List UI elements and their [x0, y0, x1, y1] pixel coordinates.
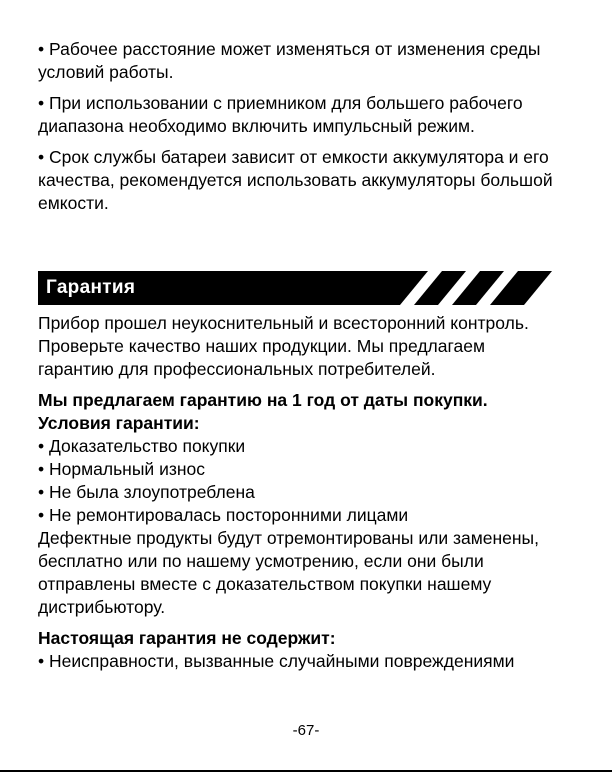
- warranty-conditions-heading: Условия гарантии:: [38, 413, 200, 433]
- intro-item: • Срок службы батареи зависит от емкости аккумулятора и его качества, рекомендуется использовать аккумуляторы большой емкости.: [38, 147, 553, 213]
- intro-item: • Рабочее расстояние может изменяться от изменения среды условий работы.: [38, 39, 541, 82]
- page-body: [38, 38, 558, 215]
- condition-item: • Доказательство покупки: [38, 436, 246, 456]
- warranty-body: [38, 312, 558, 673]
- bottom-rule: [0, 770, 612, 772]
- warranty-repair-text: Дефектные продукты будут отремонтированы или заменены, бесплатно или по нашему усмотрению, если они были отправлены вместе с доказательством покупки нашему дистрибьютору.: [38, 528, 539, 617]
- exclusions-heading: Настоящая гарантия не содержит:: [38, 628, 336, 648]
- warranty-period: Мы предлагаем гарантию на 1 год от даты покупки.: [38, 390, 488, 410]
- section-title: Гарантия: [46, 277, 136, 298]
- exclusion-item: • Неисправности, вызванные случайными повреждениями: [38, 651, 515, 671]
- intro-item: • При использовании с приемником для большего рабочего диапазона необходимо включить импульсный режим.: [38, 93, 523, 136]
- condition-item: • Нормальный износ: [38, 459, 206, 479]
- condition-item: • Не была злоупотреблена: [38, 482, 255, 502]
- warranty-intro: Прибор прошел неукоснительный и всесторонний контроль. Проверьте качество наших продукции. Мы предлагаем гарантию для профессиональных потребителей.: [38, 313, 529, 379]
- page-number: -67-: [292, 722, 320, 739]
- section-banner: [38, 271, 552, 305]
- condition-item: • Не ремонтировалась посторонними лицами: [38, 505, 409, 525]
